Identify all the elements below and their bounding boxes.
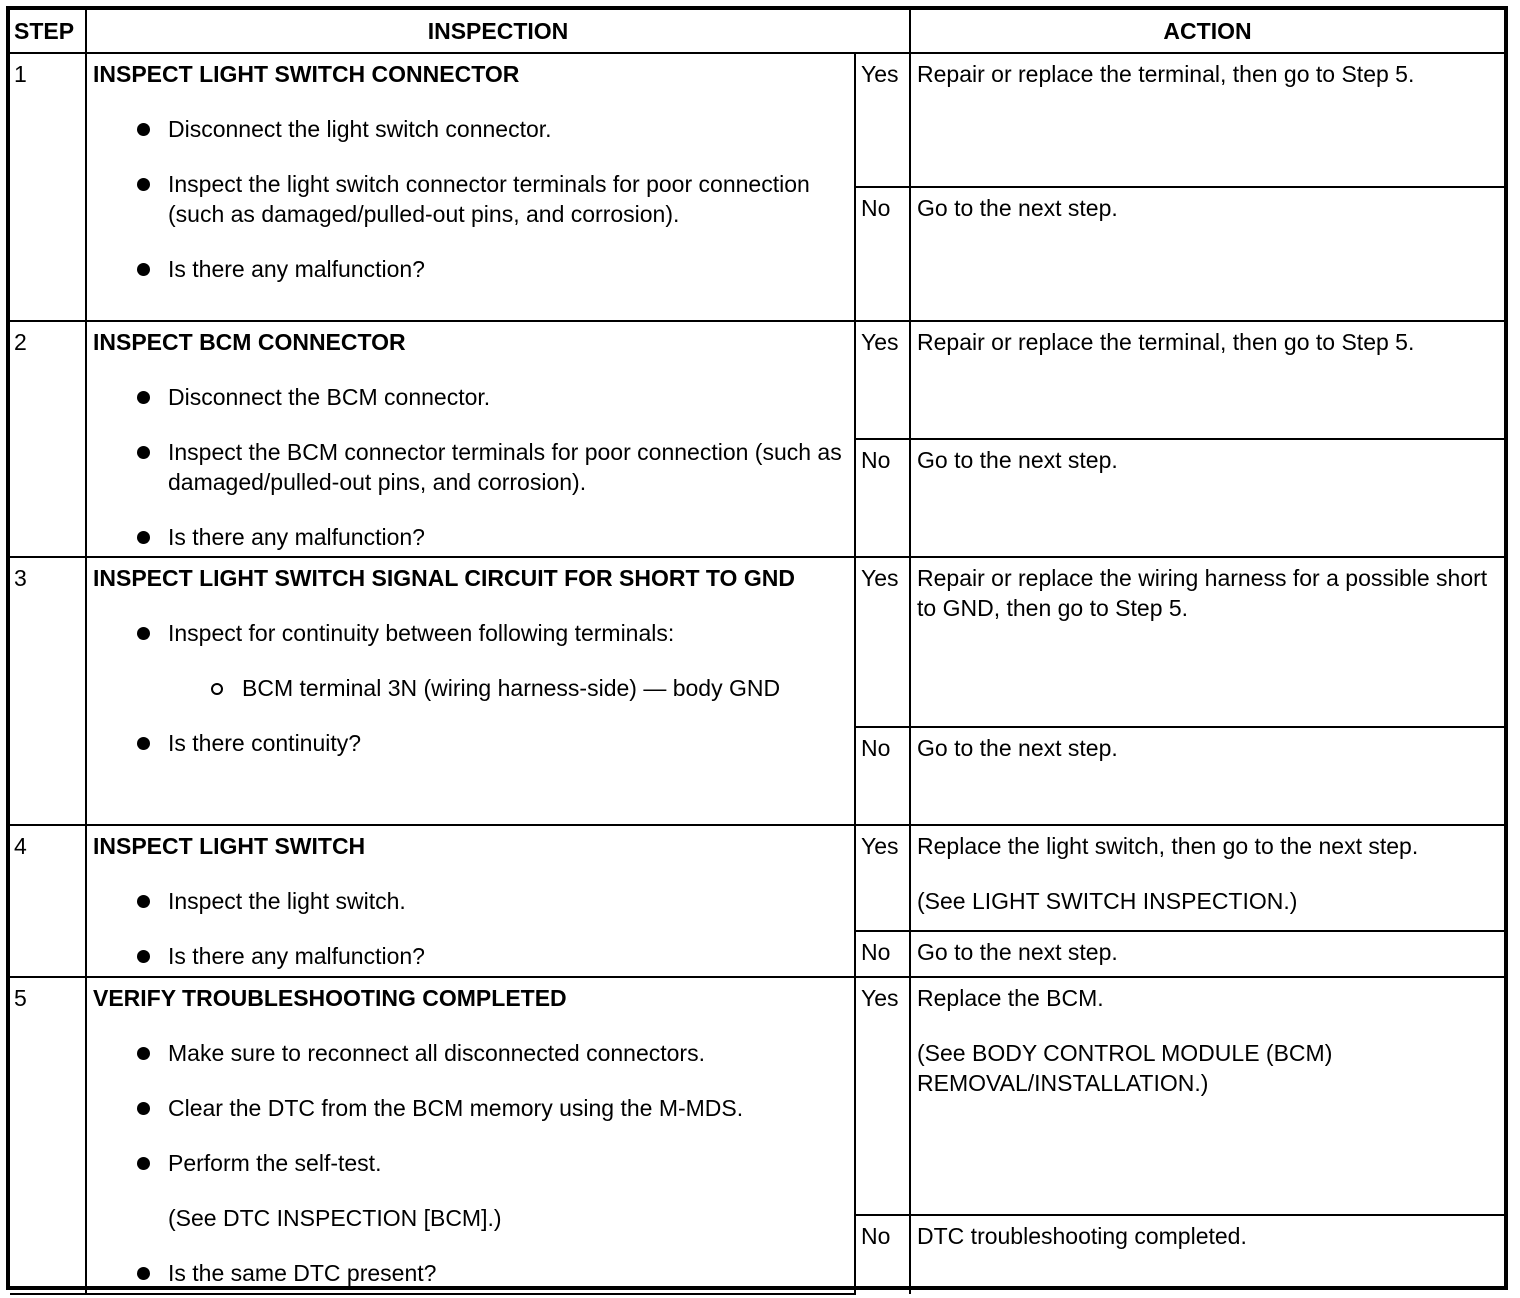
reference-note: (See DTC INSPECTION [BCM].): [168, 1205, 502, 1231]
step-number: 1: [10, 53, 86, 321]
step-2-yes-row: [10, 321, 1504, 439]
inspection-cell: [86, 557, 855, 825]
yes-label: Yes: [855, 557, 910, 727]
yes-action: Repair or replace the wiring harness for a possible short to GND, then go to Step 5.: [910, 557, 1504, 727]
yes-action: Replace the light switch, then go to the next step. (See LIGHT SWITCH INSPECTION.): [910, 825, 1504, 931]
no-label: No: [855, 727, 910, 825]
bullet-dot-icon: [137, 1047, 150, 1060]
bullet-dot-icon: [137, 391, 150, 404]
step-title: INSPECT LIGHT SWITCH SIGNAL CIRCUIT FOR SHORT TO GND: [93, 565, 795, 591]
step-3-yes-row: [10, 557, 1504, 727]
bullet-item: Is there any malfunction?: [93, 522, 848, 552]
bullet-dot-icon: [137, 950, 150, 963]
step-number: 5: [10, 977, 86, 1294]
bullet-item: Disconnect the light switch connector.: [93, 114, 848, 144]
inspection-cell: [86, 825, 855, 977]
no-action: Go to the next step.: [910, 931, 1504, 977]
yes-action: Repair or replace the terminal, then go to Step 5.: [910, 53, 1504, 187]
bullet-item: Clear the DTC from the BCM memory using the M-MDS.: [93, 1093, 848, 1123]
no-action: Go to the next step.: [910, 727, 1504, 825]
inspection-cell: [86, 53, 855, 321]
bullet-dot-icon: [137, 1267, 150, 1280]
yes-action: Replace the BCM. (See BODY CONTROL MODULE (BCM) REMOVAL/INSTALLATION.): [910, 977, 1504, 1215]
bullet-item: Is the same DTC present?: [93, 1258, 848, 1288]
bullet-dot-icon: [137, 263, 150, 276]
bullet-item: Perform the self-test.: [93, 1148, 848, 1178]
inspection-cell: [86, 977, 855, 1294]
step-header: STEP: [10, 10, 86, 53]
bullet-dot-icon: [137, 895, 150, 908]
yes-label: Yes: [855, 53, 910, 187]
step-number: 4: [10, 825, 86, 977]
bullet-item: Inspect the light switch connector terminals for poor connection (such as damaged/pulled-out pins, and corrosion).: [93, 169, 848, 229]
bullet-dot-icon: [137, 627, 150, 640]
yes-label: Yes: [855, 825, 910, 931]
yes-action: Repair or replace the terminal, then go to Step 5.: [910, 321, 1504, 439]
bullet-item: Inspect the light switch.: [93, 886, 848, 916]
inspection-cell: [86, 321, 855, 557]
step-1-yes-row: [10, 53, 1504, 187]
bullet-dot-icon: [137, 446, 150, 459]
sub-bullet-item: BCM terminal 3N (wiring harness-side) — body GND: [93, 673, 848, 703]
bullet-item: Inspect for continuity between following terminals:: [93, 618, 848, 648]
no-action: Go to the next step.: [910, 187, 1504, 321]
bullet-dot-icon: [137, 1157, 150, 1170]
no-action: Go to the next step.: [910, 439, 1504, 557]
step-title: INSPECT LIGHT SWITCH CONNECTOR: [93, 61, 520, 87]
inspection-header: INSPECTION: [86, 10, 910, 53]
bullet-dot-icon: [137, 737, 150, 750]
no-action: DTC troubleshooting completed.: [910, 1215, 1504, 1294]
step-title: INSPECT LIGHT SWITCH: [93, 833, 366, 859]
header-row: [10, 10, 1504, 53]
bullet-dot-icon: [137, 123, 150, 136]
step-number: 3: [10, 557, 86, 825]
step-number: 2: [10, 321, 86, 557]
no-label: No: [855, 439, 910, 557]
bullet-item: Is there any malfunction?: [93, 941, 848, 971]
hollow-circle-icon: [211, 683, 223, 695]
bullet-dot-icon: [137, 531, 150, 544]
no-label: No: [855, 931, 910, 977]
yes-label: Yes: [855, 321, 910, 439]
bullet-item: Disconnect the BCM connector.: [93, 382, 848, 412]
troubleshooting-table: [10, 10, 1504, 1295]
troubleshooting-sheet: [6, 6, 1508, 1290]
bullet-item: Is there continuity?: [93, 728, 848, 758]
bullet-dot-icon: [137, 178, 150, 191]
step-4-yes-row: [10, 825, 1504, 931]
bullet-dot-icon: [137, 1102, 150, 1115]
bullet-item: Inspect the BCM connector terminals for poor connection (such as damaged/pulled-out pins, and corrosion).: [93, 437, 848, 497]
yes-label: Yes: [855, 977, 910, 1215]
step-title: INSPECT BCM CONNECTOR: [93, 329, 406, 355]
no-label: No: [855, 187, 910, 321]
bullet-item: Is there any malfunction?: [93, 254, 848, 284]
step-title: VERIFY TROUBLESHOOTING COMPLETED: [93, 985, 567, 1011]
no-label: No: [855, 1215, 910, 1294]
bullet-item: Make sure to reconnect all disconnected connectors.: [93, 1038, 848, 1068]
step-5-yes-row: [10, 977, 1504, 1215]
action-header: ACTION: [910, 10, 1504, 53]
